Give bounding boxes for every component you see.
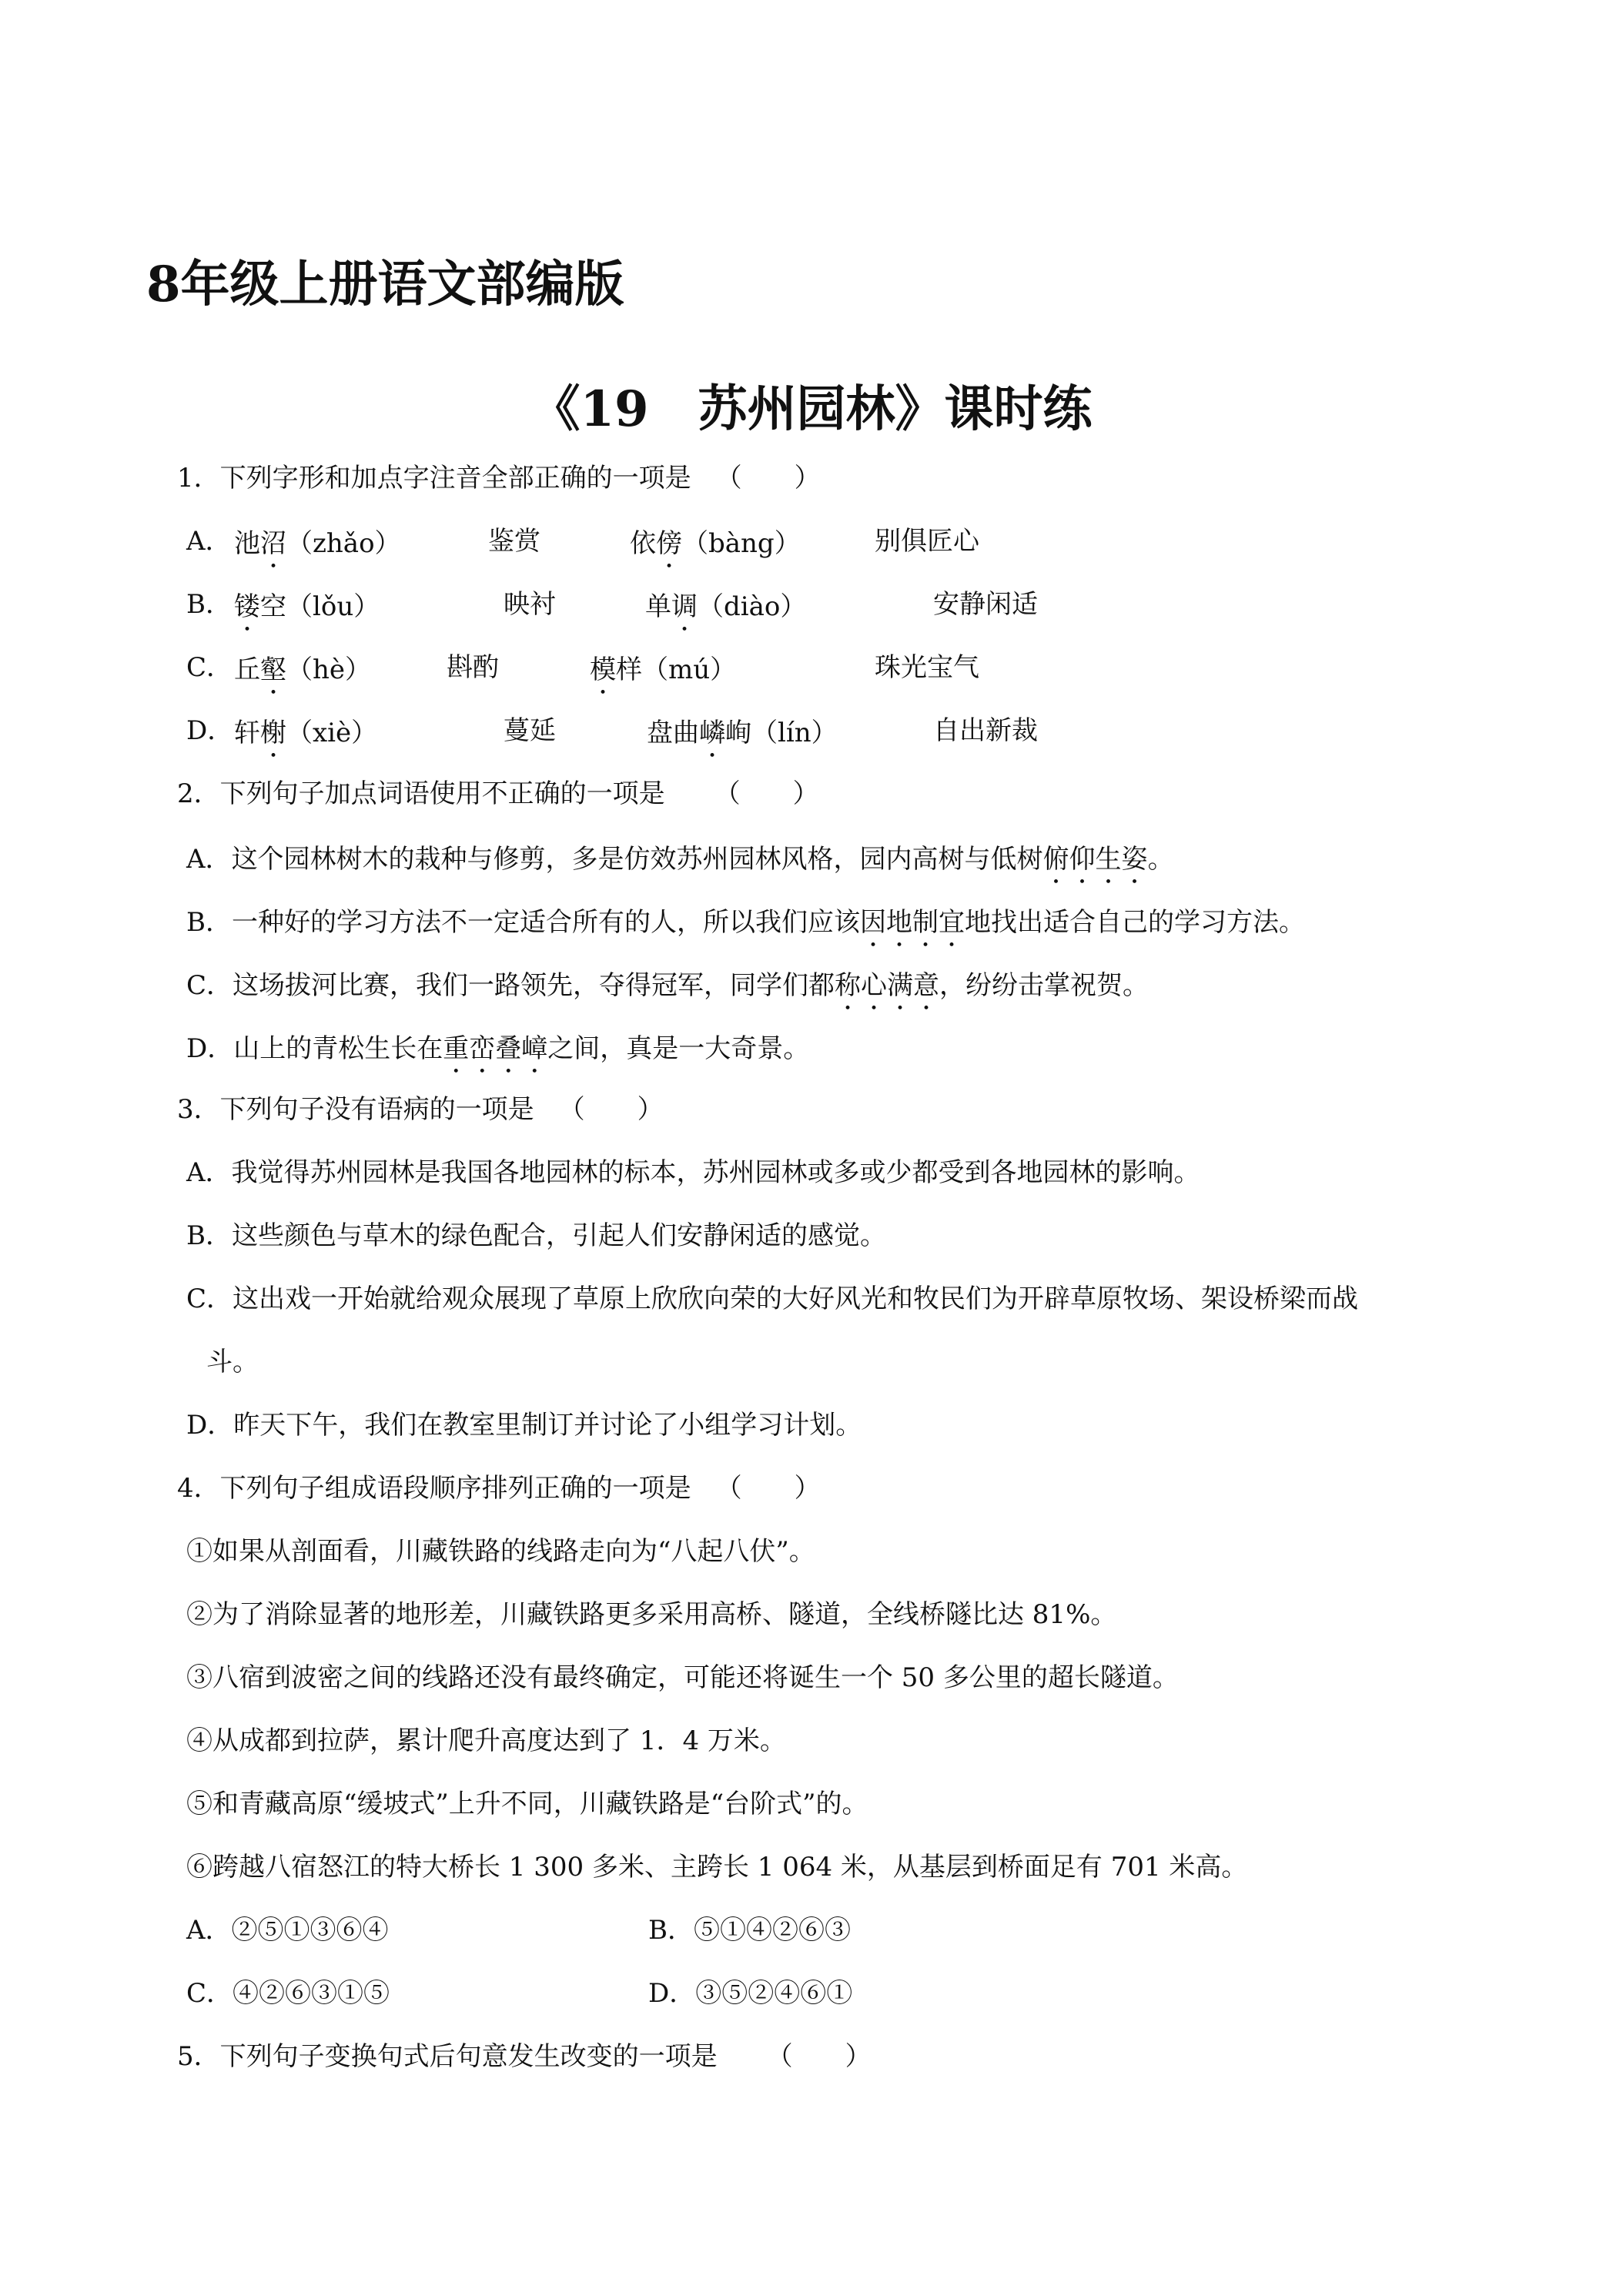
- q2-option-d: D．山上的青松生长在重峦叠嶂之间，真是一大奇景。: [186, 1033, 810, 1064]
- q3-option-a: A．我觉得苏州园林是我国各地园林的标本，苏州园林或多或少都受到各地园林的影响。: [186, 1157, 1200, 1188]
- q4-sentence-1: ①如果从剖面看，川藏铁路的线路走向为“八起八伏”。: [186, 1536, 815, 1567]
- q4-sentence-4: ④从成都到拉萨，累计爬升高度达到了 1．4 万米。: [186, 1725, 786, 1756]
- document-page: 8年级上册语文部编版 《19 苏州园林》课时练 1．下列字形和加点字注音全部正确的一项是 （ ） A． 池沼（zhǎo） 鉴赏 依傍（bàng） 别俱匠心 B． 镂空（lǒu） 映衬 单调（diào） 安静闲适 C． 丘壑（hè） 斟酌 模样（mú） 珠光宝气 D． 轩榭（xiè） 蔓延 盘曲嶙峋（lín） 自出新裁 2．下列句子加点词语使用不正确的一项是 （ ） A．这个园林树木的栽种与修剪，多是仿效苏州园林风格，园内高树与低树俯仰生姿。 B．一种好的学习方法不一定适合所有的人，所以我们应该因地制宜地找出适合自己的学习方法。 C．这场拔河比赛，我们一路领先，夺得冠军，同学们都称心满意，纷纷击掌祝贺。 D．山上的青松生长在重峦叠嶂之间，真是一大奇景。 3．下列句子没有语病的一项是 （ ） A．我觉得苏州园林是我国各地园林的标本，苏州园林或多或少都受到各地园林的影响。 B．这些颜色与草木的绿色配合，引起人们安静闲适的感觉。 C．这出戏一开始就给观众展现了草原上欣欣向荣的大好风光和牧民们为开辟草原牧场、架设桥梁而战 斗。 D．昨天下午，我们在教室里制订并讨论了小组学习计划。 4．下列句子组成语段顺序排列正确的一项是 （ ） ①如果从剖面看，川藏铁路的线路走向为“八起八伏”。 ②为了消除显著的地形差，川藏铁路更多采用高桥、隧道，全线桥隧比达 81%。 ③八宿到波密之间的线路还没有最终确定，可能还将诞生一个 50 多公里的超长隧道。 ④从成都到拉萨，累计爬升高度达到了 1．4 万米。 ⑤和青藏高原“缓坡式”上升不同，川藏铁路是“台阶式”的。 ⑥跨越八宿怒江的特大桥长 1 300 多米、主跨长 1 064 米，从基层到桥面足有 701 米高。 A．②⑤①③⑥④ B．⑤①④②⑥③ C．④②⑥③①⑤ D．③⑤②④⑥① 5．下列句子变换句式后句意发生改变的一项是 （ ）: [0, 0, 1623, 2296]
- question-3-stem: 3．下列句子没有语病的一项是 （ ）: [177, 1094, 664, 1125]
- q4-option-a: A．②⑤①③⑥④: [186, 1915, 389, 1946]
- q4-option-c: C．④②⑥③①⑤: [186, 1978, 390, 2009]
- q4-option-b: B．⑤①④②⑥③: [648, 1915, 851, 1946]
- question-2-stem: 2．下列句子加点词语使用不正确的一项是 （ ）: [177, 778, 819, 809]
- q2-option-b: B．一种好的学习方法不一定适合所有的人，所以我们应该因地制宜地找出适合自己的学习方法。: [186, 907, 1305, 938]
- q2-option-c: C．这场拔河比赛，我们一路领先，夺得冠军，同学们都称心满意，纷纷击掌祝贺。: [186, 970, 1149, 1001]
- q3-option-b: B．这些颜色与草木的绿色配合，引起人们安静闲适的感觉。: [186, 1220, 886, 1251]
- q4-sentence-5: ⑤和青藏高原“缓坡式”上升不同，川藏铁路是“台阶式”的。: [186, 1789, 868, 1819]
- q3-option-c: C．这出戏一开始就给观众展现了草原上欣欣向荣的大好风光和牧民们为开辟草原牧场、架设桥梁而战: [186, 1284, 1359, 1314]
- question-5-stem: 5．下列句子变换句式后句意发生改变的一项是 （ ）: [177, 2041, 872, 2072]
- q3-option-d: D．昨天下午，我们在教室里制订并讨论了小组学习计划。: [186, 1410, 862, 1441]
- q3-option-c-cont: 斗。: [206, 1347, 259, 1377]
- q2-option-a: A．这个园林树木的栽种与修剪，多是仿效苏州园林风格，园内高树与低树俯仰生姿。: [186, 844, 1174, 875]
- q4-sentence-6: ⑥跨越八宿怒江的特大桥长 1 300 多米、主跨长 1 064 米，从基层到桥面足有 701 米高。: [186, 1852, 1248, 1883]
- lesson-title: 《19 苏州园林》课时练: [530, 380, 1093, 438]
- q4-option-d: D．③⑤②④⑥①: [648, 1978, 853, 2009]
- q4-sentence-3: ③八宿到波密之间的线路还没有最终确定，可能还将诞生一个 50 多公里的超长隧道。: [186, 1662, 1179, 1693]
- question-1-stem: 1．下列字形和加点字注音全部正确的一项是 （ ）: [177, 463, 821, 494]
- grade-heading: 8年级上册语文部编版: [146, 256, 624, 313]
- question-4-stem: 4．下列句子组成语段顺序排列正确的一项是 （ ）: [177, 1473, 821, 1504]
- q4-sentence-2: ②为了消除显著的地形差，川藏铁路更多采用高桥、隧道，全线桥隧比达 81%。: [186, 1599, 1117, 1630]
